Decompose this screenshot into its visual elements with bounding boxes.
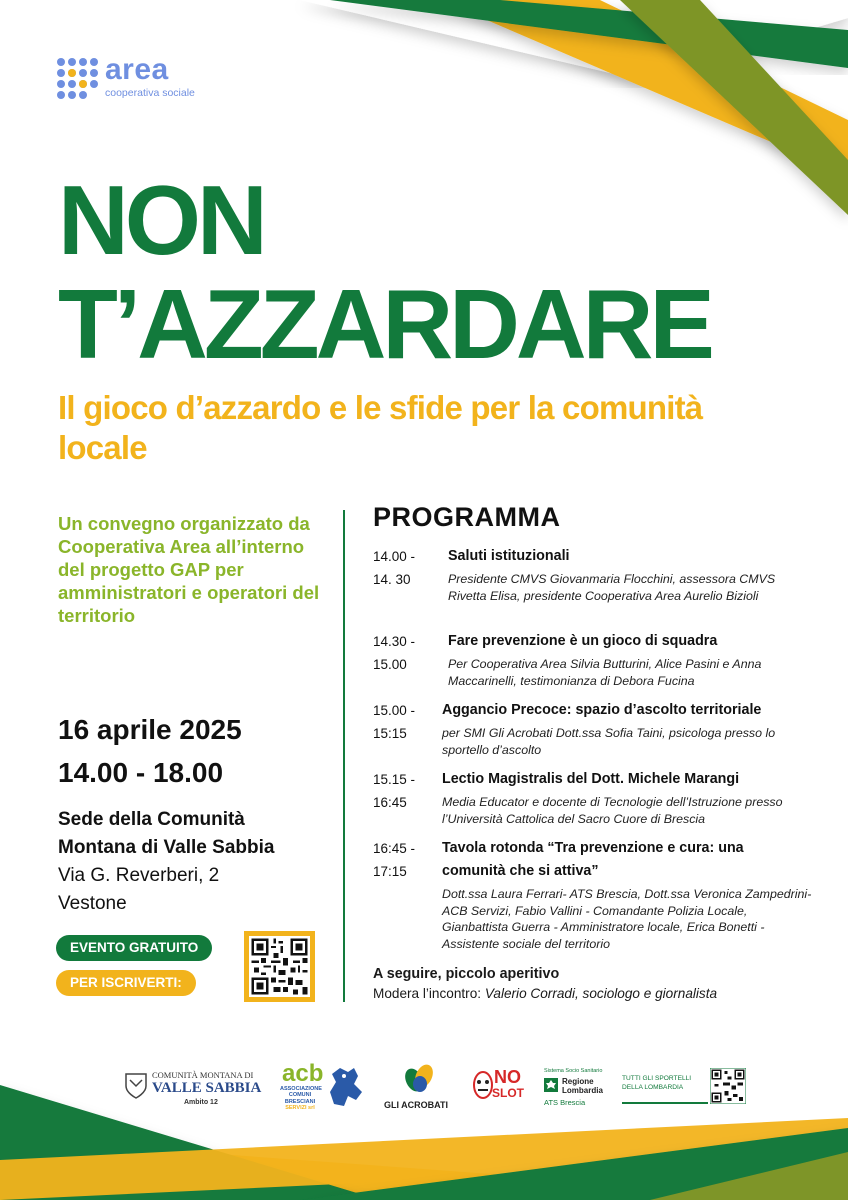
- time-end: 17:15: [373, 864, 407, 879]
- time-end: 14. 30: [373, 572, 411, 587]
- time-start: 16:45 -: [373, 841, 416, 856]
- moderator-line: [373, 984, 813, 1004]
- event-date: 16 aprile 2025: [58, 714, 242, 745]
- acb-logo: [278, 1062, 370, 1114]
- lombardia-rose-icon: [544, 1078, 558, 1092]
- cmvs-crest-icon: [124, 1072, 148, 1100]
- title-line-1: NON: [58, 165, 264, 275]
- time-end: 15.00: [373, 657, 407, 672]
- time-end: 15:15: [373, 726, 407, 741]
- acb-text: [280, 1086, 320, 1112]
- ats-region-2: Lombardia: [562, 1086, 603, 1095]
- program-item: [373, 837, 813, 952]
- acb-line-2: COMUNI: [288, 1092, 312, 1099]
- moderator-name: Valerio Corradi, sociologo e giornalista: [484, 986, 718, 1001]
- event-venue: [58, 806, 328, 918]
- sportelli-rule: [622, 1102, 708, 1104]
- program-item-description: Per Cooperativa Area Silvia Butturini, Alice Pasini e Anna Maccarinelli, testimonianza di Debora Fucina: [448, 657, 762, 688]
- time-start: 14.30 -: [373, 634, 416, 649]
- noslot-logo: [470, 1068, 530, 1108]
- cmvs-name: VALLE SABBIA: [152, 1080, 262, 1096]
- program-item: [373, 699, 813, 758]
- time-end: 16:45: [373, 795, 407, 810]
- venue-line-1: Sede della Comunità: [58, 809, 245, 830]
- program-item-time: [373, 630, 437, 676]
- event-datetime: [58, 708, 242, 794]
- sportelli-line-2: DELLA LOMBARDIA: [622, 1084, 684, 1091]
- acrobati-name: GLI ACROBATI: [384, 1100, 448, 1110]
- sponsor-logos: [120, 1058, 760, 1118]
- qr-code-icon: [249, 936, 310, 997]
- program-item-time: [373, 837, 437, 883]
- program-item: [373, 545, 813, 604]
- moderator-label: Modera l’incontro:: [373, 986, 482, 1001]
- register-badge[interactable]: PER ISCRIVERTI:: [56, 970, 196, 996]
- acb-line-4: SERVIZI srl: [285, 1105, 315, 1112]
- program-item-time: [373, 699, 437, 745]
- sportelli-line-1: TUTTI GLI SPORTELLI: [622, 1075, 692, 1082]
- program-item-title: Fare prevenzione è un gioco di squadra: [448, 633, 718, 649]
- noslot-no: NO: [494, 1067, 521, 1087]
- sportelli-logo: [622, 1068, 750, 1108]
- closing-notes: [373, 964, 813, 1004]
- sportelli-text: [622, 1074, 691, 1092]
- ats-brescia-logo: [544, 1068, 618, 1114]
- aperitivo-note: A seguire, piccolo aperitivo: [373, 966, 560, 982]
- intro-text: Un convegno organizzato da Cooperativa Area all’interno del progetto GAP per amministratori e operatori del territorio: [58, 513, 320, 626]
- venue-city: Vestone: [58, 893, 127, 914]
- program-item: [373, 768, 813, 827]
- ats-top: Sistema Socio Sanitario: [544, 1068, 603, 1074]
- time-start: 15.00 -: [373, 703, 416, 718]
- acb-line-3: BRESCIANI: [284, 1098, 316, 1105]
- noslot-slot: SLOT: [492, 1086, 524, 1100]
- program-item-title: Lectio Magistralis del Dott. Michele Marangi: [442, 771, 740, 787]
- program-item-description: Media Educator e docente di Tecnologie dell’Istruzione presso l’Università Cattolica del Sacro Cuore di Brescia: [442, 795, 783, 826]
- venue-line-2: Montana di Valle Sabbia: [58, 837, 275, 858]
- area-logo: [55, 53, 195, 100]
- subtitle: Il gioco d’azzardo e le sfide per la comunità locale: [58, 389, 703, 466]
- logo-tagline: cooperativa sociale: [105, 87, 195, 99]
- cmvs-sub: Ambito 12: [184, 1099, 218, 1106]
- venue-address: Via G. Reverberi, 2: [58, 865, 220, 886]
- program-item-time: [373, 768, 437, 814]
- sportelli-qr-icon[interactable]: [710, 1068, 746, 1104]
- ats-region-1: Regione: [562, 1077, 594, 1086]
- program-item: [373, 630, 813, 689]
- program-item-title-continued: comunità che si attiva”: [442, 863, 599, 879]
- program-item-time: [373, 545, 437, 591]
- time-start: 14.00 -: [373, 549, 416, 564]
- program-item-description: per SMI Gli Acrobati Dott.ssa Sofia Taini, psicologa presso lo sportello d’ascolto: [442, 726, 776, 757]
- program-item-title: Aggancio Precoce: spazio d’ascolto territoriale: [442, 702, 762, 718]
- ats-name: ATS Brescia: [544, 1098, 586, 1107]
- program-title: PROGRAMMA: [373, 502, 561, 532]
- program-item-title: Tavola rotonda “Tra prevenzione e cura: una: [442, 840, 744, 856]
- registration-qr-code[interactable]: [244, 931, 315, 1002]
- acrobati-logo: [382, 1062, 458, 1114]
- lion-icon: [324, 1064, 366, 1110]
- acb-wordmark: acb: [282, 1060, 324, 1087]
- event-hours: 14.00 - 18.00: [58, 757, 224, 788]
- acb-line-1: ASSOCIAZIONE: [280, 1086, 322, 1092]
- logo-name: area: [105, 53, 169, 86]
- time-start: 15.15 -: [373, 772, 416, 787]
- noslot-face-icon: [472, 1070, 494, 1100]
- cmvs-top: COMUNITÀ MONTANA DI: [152, 1070, 254, 1080]
- area-logo-icon: [55, 56, 99, 100]
- program-item-description: Dott.ssa Laura Ferrari- ATS Brescia, Dott.ssa Veronica Zampedrini- ACB Servizi, Fabio Vallini - Comandante Polizia Locale, Gianbattista Guerra - Amministratore locale, Erica Bonetti - Assistente sociale del territorio: [442, 887, 812, 951]
- column-divider: [343, 510, 345, 1002]
- page-title: [58, 165, 711, 379]
- program-item-description: Presidente CMVS Giovanmaria Flocchini, assessora CMVS Rivetta Elisa, presidente Cooperativa Area Aurelio Bizioli: [448, 572, 776, 603]
- free-event-badge: EVENTO GRATUITO: [56, 935, 212, 961]
- program-item-title: Saluti istituzionali: [448, 548, 570, 564]
- acrobati-icon: [402, 1062, 438, 1094]
- title-line-2: T’AZZARDARE: [58, 269, 711, 379]
- ats-region: [562, 1077, 603, 1095]
